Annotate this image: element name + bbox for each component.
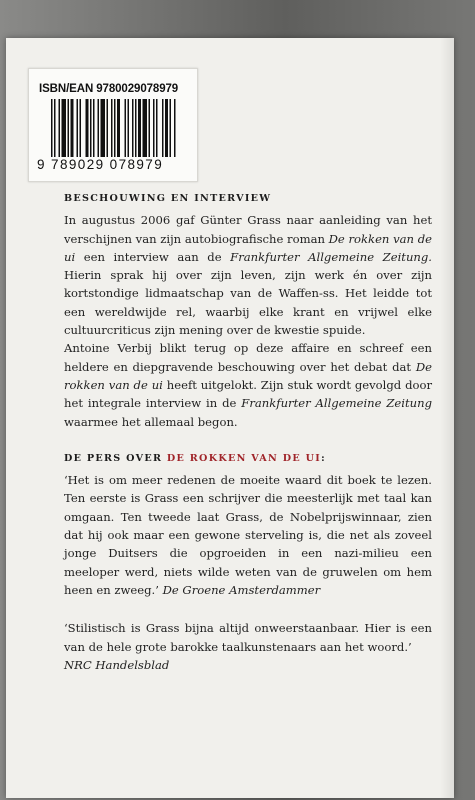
barcode-sticker bbox=[28, 68, 198, 182]
book-back-cover bbox=[6, 38, 454, 798]
barcode-bar bbox=[156, 99, 158, 157]
quote-source: De Groene Amsterdammer bbox=[162, 582, 321, 597]
barcode-bar bbox=[86, 99, 89, 157]
section-title-beschouwing: BESCHOUWING EN INTERVIEW bbox=[64, 193, 272, 204]
newspaper-title: Frankfurter Allgemeine Zeitung bbox=[241, 396, 432, 411]
newspaper-title: Frankfurter Allgemeine Zeitung. bbox=[230, 249, 432, 264]
barcode-bar bbox=[68, 99, 70, 157]
barcode-bar bbox=[117, 99, 120, 157]
barcode-bar bbox=[170, 99, 172, 157]
section-title-pers: DE PERS OVER DE ROKKEN VAN DE UI: bbox=[64, 452, 326, 464]
blurb-paragraph-2: Antoine Verbij blikt terug op deze affaire en schreef een heldere en diepgravende beschouwing over het debat dat De rokken van de ui heeft uitgelokt. Zijn stuk wordt gevolgd door het integrale interview in de Frankfurter Allgemeine Zeitung waarmee het allemaal begon. bbox=[64, 341, 432, 429]
barcode-bar bbox=[111, 99, 113, 157]
blurb-text bbox=[64, 190, 432, 674]
barcode-bar bbox=[114, 99, 116, 157]
barcode-bar bbox=[101, 99, 106, 157]
barcode-bar bbox=[149, 99, 151, 157]
barcode-bar bbox=[93, 99, 95, 157]
book-title: De rokken van de ui bbox=[64, 359, 432, 392]
spacer bbox=[64, 599, 432, 619]
barcode-bar bbox=[54, 99, 56, 157]
barcode-graphic bbox=[51, 99, 177, 157]
barcode-bar bbox=[80, 99, 82, 157]
barcode-bar bbox=[62, 99, 67, 157]
book-title: De rokken van de ui bbox=[64, 231, 432, 264]
barcode-bar bbox=[125, 99, 127, 157]
section-title-highlight: DE ROKKEN VAN DE UI bbox=[166, 452, 322, 464]
barcode-bar bbox=[135, 99, 137, 157]
quote-source: NRC Handelsblad bbox=[64, 657, 170, 672]
barcode-bar bbox=[128, 99, 130, 157]
blurb-paragraph-1: In augustus 2006 gaf Günter Grass naar aanleiding van het verschijnen van zijn autobiografische roman De rokken van de ui een interview aan de Frankfurter Allgemeine Zeitung. Hierin sprak hij over zijn leven, zijn werk én over zijn kortstondige lidmaatschap van de Waffen-ss. Het leidde tot een wereldwijde rel, waarbij elke krant en vrijwel elke cultuurcriticus zijn mening over de kwestie spuide. bbox=[64, 213, 432, 338]
barcode-bar bbox=[59, 99, 61, 157]
barcode-digits: 9 789029 078979 bbox=[37, 157, 164, 172]
barcode-bar bbox=[98, 99, 100, 157]
press-quote-1: ‘Het is om meer redenen de moeite waard dit boek te lezen. Ten eerste is Grass een schrijver die meesterlijk met taal kan omgaan. Ten tweede laat Grass, de Nobelprijswinnaar, zien dat hij ook maar een gewone sterveling is, die net als zoveel jonge Duitsers die opgroeiden in een nazi-milieu een meeloper werd, niets wilde weten van de gruwelen om hem heen en zweeg.’ De Groene Amsterdammer bbox=[64, 473, 432, 597]
barcode-bar bbox=[138, 99, 141, 157]
barcode-bar bbox=[77, 99, 79, 157]
barcode-bar bbox=[174, 99, 176, 157]
barcode-bar bbox=[90, 99, 92, 157]
press-quote-2: ‘Stilistisch is Grass bijna altijd onweerstaanbaar. Hier is een van de hele grote barokke taalkunstenaars aan het woord.’ bbox=[64, 621, 432, 654]
barcode-bar bbox=[162, 99, 164, 157]
spacer bbox=[64, 431, 432, 450]
barcode-bar bbox=[51, 99, 53, 157]
barcode-bar bbox=[143, 99, 148, 157]
barcode-bar bbox=[153, 99, 155, 157]
barcode-bar bbox=[132, 99, 134, 157]
isbn-label: ISBN/EAN 9780029078979 bbox=[39, 83, 179, 95]
barcode-bar bbox=[71, 99, 74, 157]
barcode-bar bbox=[107, 99, 109, 157]
barcode-bar bbox=[165, 99, 168, 157]
